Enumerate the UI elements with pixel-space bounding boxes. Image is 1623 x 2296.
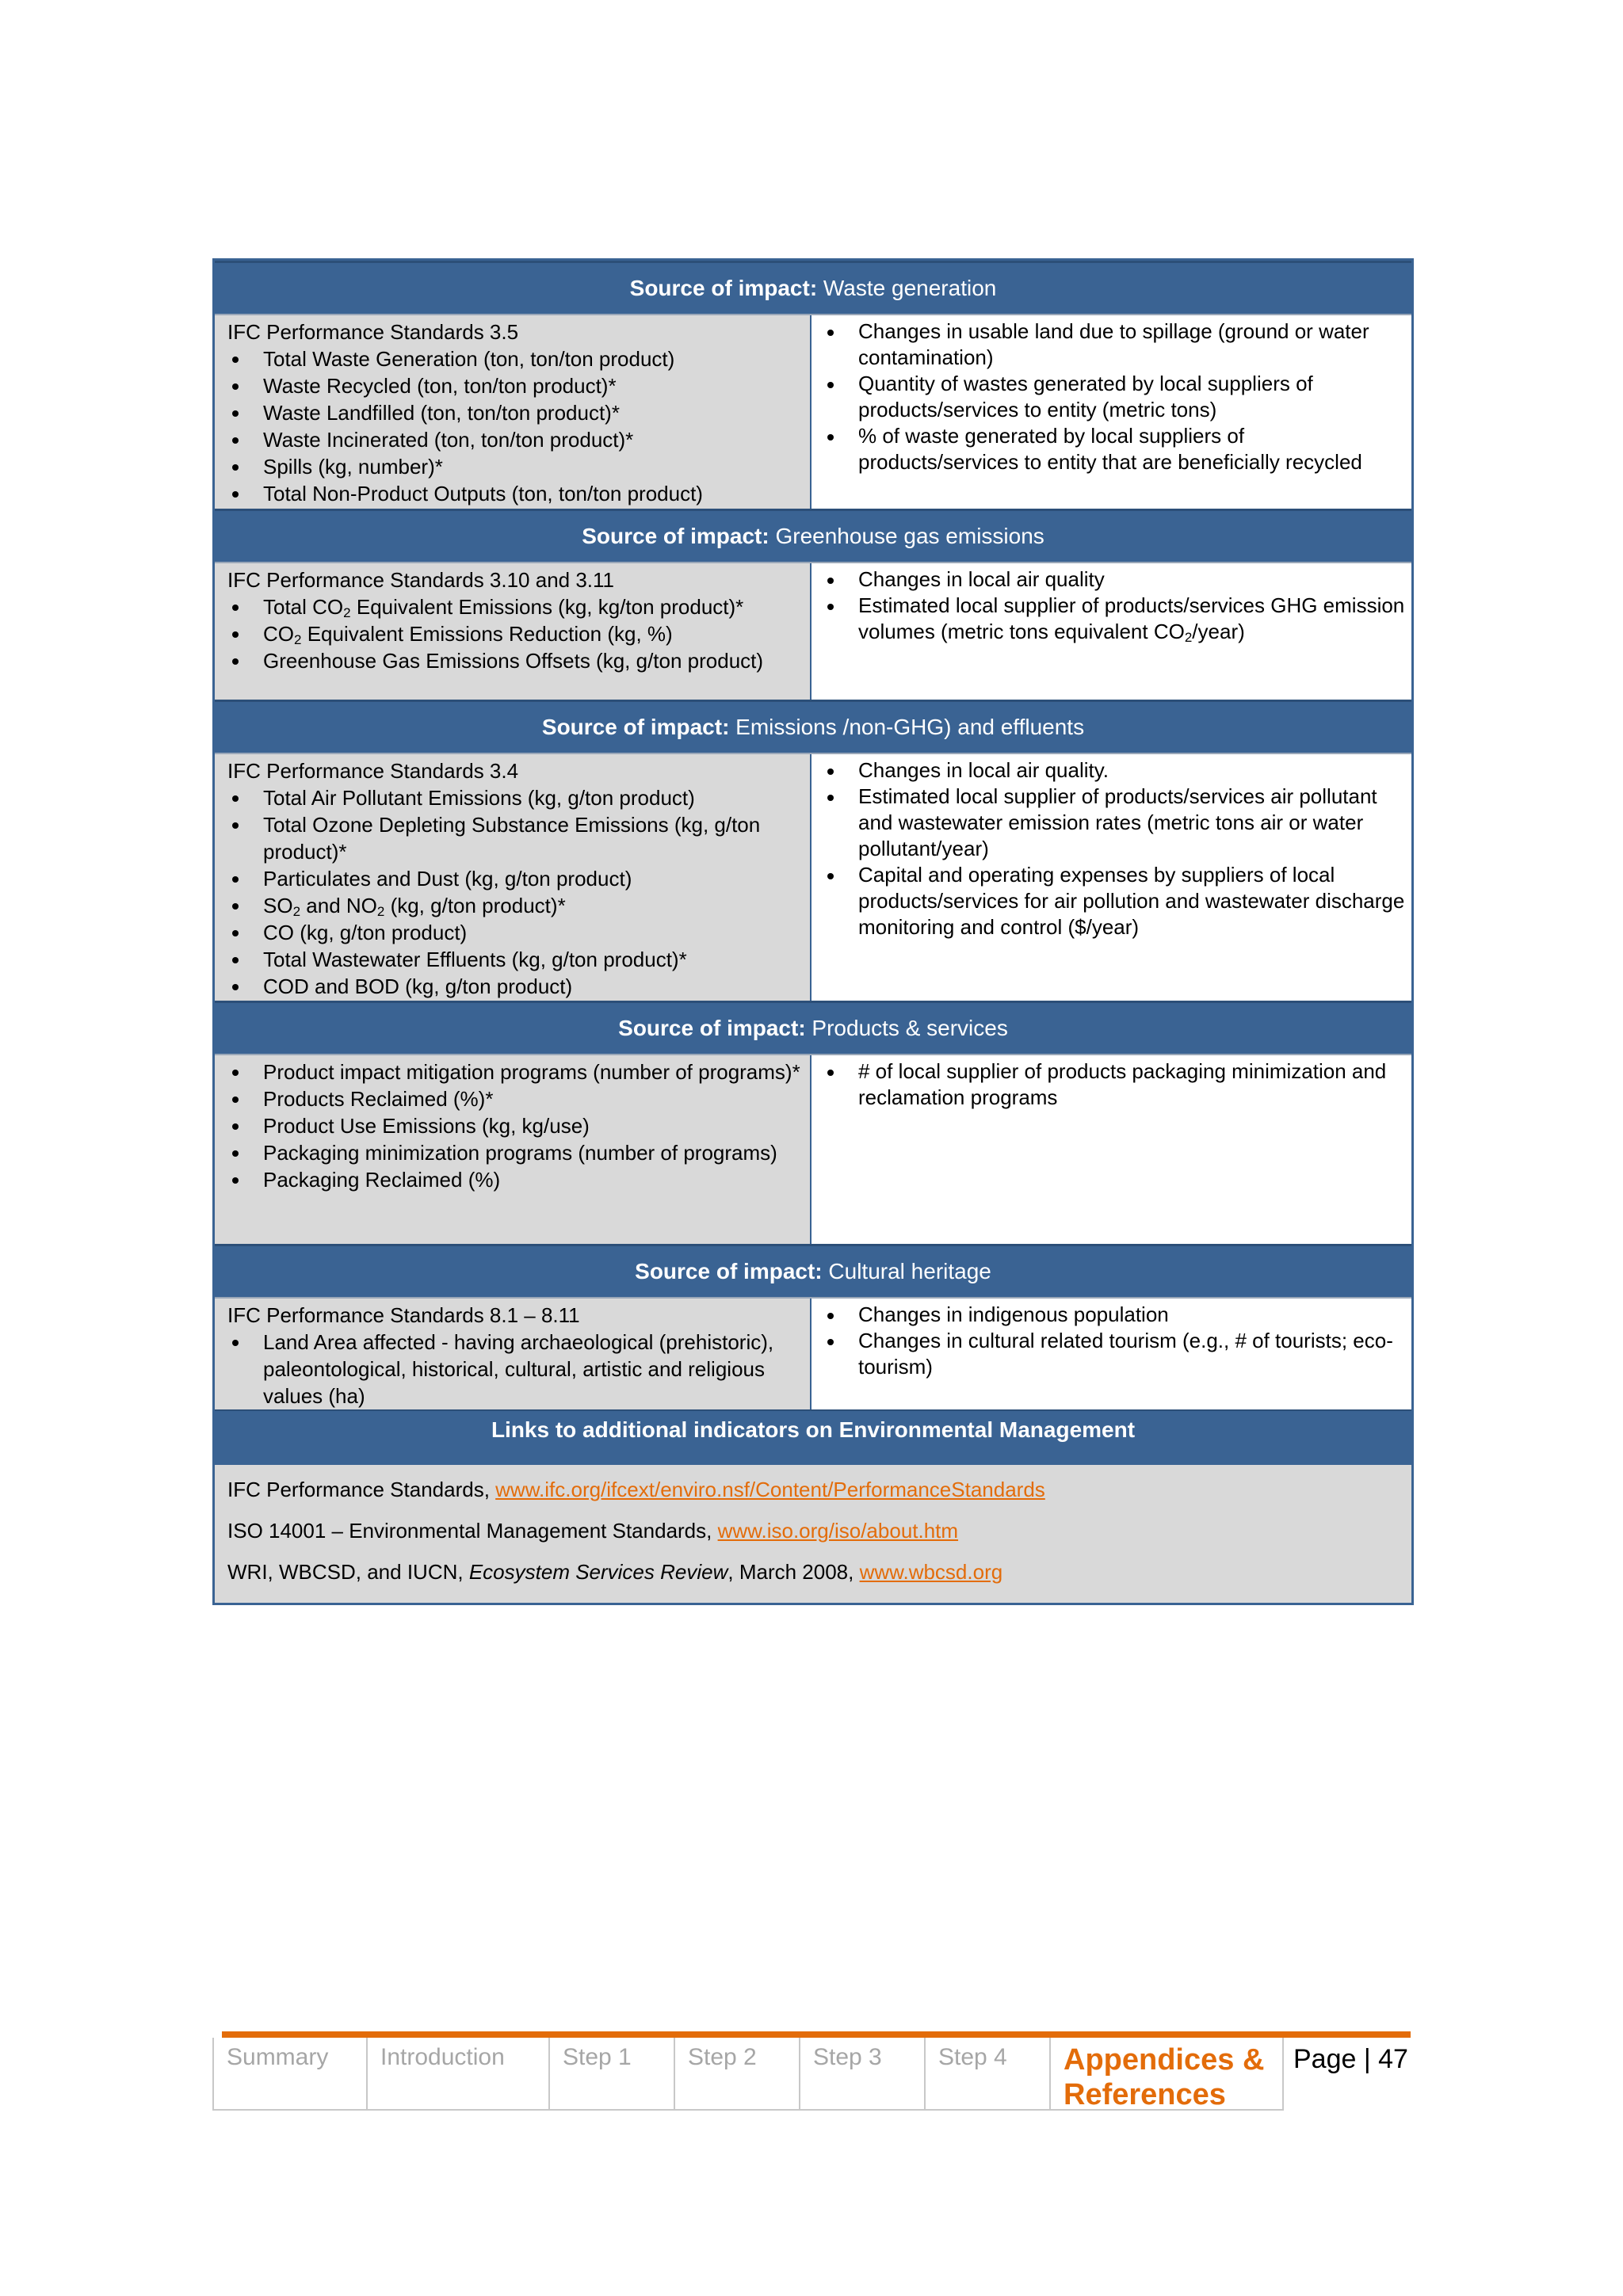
reference-text: ISO 14001 – Environmental Management Standards, [227,1519,718,1543]
reference-line [227,1517,1399,1545]
links-header: Links to additional indicators on Environmental Management [215,1409,1411,1465]
ifc-standard-heading: IFC Performance Standards 8.1 – 8.11 [227,1303,580,1327]
section-title: Products & services [812,1016,1008,1040]
ifc-indicators-cell [215,315,812,509]
section-row [215,1297,1411,1409]
section-title: Greenhouse gas emissions [775,524,1044,548]
local-indicators-cell [812,315,1411,509]
reference-date: , March 2008, [727,1560,860,1584]
section-row [215,1054,1411,1244]
section-title: Cultural heritage [828,1259,991,1283]
indicator-item: Total Waste Generation (ton, ton/ton product) [227,345,804,372]
indicator-item: Total Air Pollutant Emissions (kg, g/ton product) [227,784,804,811]
local-indicator-item: % of waste generated by local suppliers of products/services to entity that are beneficially recycled [823,423,1405,475]
section-header [215,261,1411,314]
section-row [215,562,1411,700]
local-indicator-item: Changes in local air quality [823,566,1405,593]
indicator-item: Greenhouse Gas Emissions Offsets (kg, g/ton product) [227,647,804,674]
reference-title: Ecosystem Services Review [468,1560,728,1584]
indicator-item: Packaging Reclaimed (%) [227,1166,804,1193]
section-label: Source of impact: [629,276,818,300]
reference-link[interactable]: www.wbcsd.org [859,1560,1003,1584]
indicator-table [212,258,1414,1605]
indicator-item: Packaging minimization programs (number of programs) [227,1139,804,1166]
local-indicators-cell [812,1299,1411,1409]
footer-nav-step-3[interactable]: Step 3 [799,2038,924,2111]
indicator-item: Total $CO_2$ Equivalent Emissions (kg, kg/ton product)* [227,593,804,620]
ifc-standard-heading: IFC Performance Standards 3.4 [227,759,519,783]
reference-text: WRI, WBCSD, and IUCN, [227,1560,469,1584]
footer-nav-step-2[interactable]: Step 2 [674,2038,799,2111]
indicator-item: CO (kg, g/ton product) [227,919,804,946]
indicator-item: Spills (kg, number)* [227,453,804,480]
indicator-item: Waste Recycled (ton, ton/ton product)* [227,372,804,399]
indicator-item: Total Wastewater Effluents (kg, g/ton product)* [227,946,804,973]
ifc-indicators-cell [215,1055,812,1244]
ifc-indicators-cell [215,754,812,1001]
sections-container [215,261,1411,1409]
section-title: Emissions /non-GHG) and effluents [735,715,1085,739]
indicator-item: Particulates and Dust (kg, g/ton product) [227,865,804,892]
local-indicator-item: Quantity of wastes generated by local suppliers of products/services to entity (metric tons) [823,371,1405,423]
local-indicator-item: # of local supplier of products packaging minimization and reclamation programs [823,1058,1405,1111]
section-header [215,509,1411,562]
indicator-item: Product Use Emissions (kg, kg/use) [227,1112,804,1139]
local-indicators-cell [812,563,1411,700]
links-body [215,1465,1411,1603]
local-indicator-item: Changes in usable land due to spillage (ground or water contamination) [823,318,1405,371]
reference-text: IFC Performance Standards, [227,1478,496,1501]
section-title: Waste generation [823,276,997,300]
local-indicator-item: Changes in cultural related tourism (e.g., # of tourists; eco-tourism) [823,1328,1405,1380]
section-row [215,753,1411,1001]
footer-nav-summary[interactable]: Summary [212,2038,366,2111]
section-header [215,1244,1411,1297]
footer-nav [212,2038,1284,2111]
indicator-item: $CO_2$ Equivalent Emissions Reduction (kg, %) [227,620,804,647]
local-indicators-cell [812,754,1411,1001]
local-indicator-item: Estimated local supplier of products/services GHG emission volumes (metric tons equivalent $CO_2/year$) [823,593,1405,645]
section-header [215,1001,1411,1054]
reference-line [227,1558,1399,1586]
indicator-item: Waste Landfilled (ton, ton/ton product)* [227,399,804,426]
reference-link[interactable]: www.iso.org/iso/about.htm [717,1519,959,1543]
indicator-item: Waste Incinerated (ton, ton/ton product)* [227,426,804,453]
indicator-item: $SO_2$ and $NO_2$ (kg, g/ton product)* [227,892,804,919]
ifc-indicators-cell [215,563,812,700]
section-label: Source of impact: [618,1016,806,1040]
indicator-item: Land Area affected - having archaeological (prehistoric), paleontological, historical, cultural, artistic and religious values (ha) [227,1329,804,1409]
footer-nav-introduction[interactable]: Introduction [366,2038,548,2111]
indicator-item: COD and BOD (kg, g/ton product) [227,973,804,1000]
reference-line [227,1476,1399,1504]
footer-nav-step-1[interactable]: Step 1 [548,2038,674,2111]
ifc-standard-heading: IFC Performance Standards 3.5 [227,320,519,344]
footer-nav-step-4[interactable]: Step 4 [924,2038,1049,2111]
section-row [215,314,1411,509]
footer-nav-appendices-references[interactable]: Appendices & References [1049,2038,1284,2111]
indicator-item: Products Reclaimed (%)* [227,1085,804,1112]
footer-accent-bar [222,2031,1411,2038]
section-label: Source of impact: [541,715,730,739]
local-indicators-cell [812,1055,1411,1244]
section-header [215,700,1411,753]
local-indicator-item: Estimated local supplier of products/services air pollutant and wastewater emission rates (metric tons air or water pollutant/year) [823,784,1405,862]
section-label: Source of impact: [635,1259,823,1283]
ifc-standard-heading: IFC Performance Standards 3.10 and 3.11 [227,568,615,592]
section-label: Source of impact: [582,524,769,548]
local-indicator-item: Capital and operating expenses by suppliers of local products/services for air pollution and wastewater discharge monitoring and control ($/year) [823,862,1405,940]
page-number: Page | 47 [1293,2044,1408,2074]
ifc-indicators-cell [215,1299,812,1409]
local-indicator-item: Changes in local air quality. [823,757,1405,784]
indicator-item: Total Non-Product Outputs (ton, ton/ton product) [227,480,804,507]
reference-link[interactable]: www.ifc.org/ifcext/enviro.nsf/Content/PerformanceStandards [495,1478,1045,1501]
indicator-item: Total Ozone Depleting Substance Emissions (kg, g/ton product)* [227,811,804,865]
indicator-item: Product impact mitigation programs (number of programs)* [227,1058,804,1085]
local-indicator-item: Changes in indigenous population [823,1302,1405,1328]
